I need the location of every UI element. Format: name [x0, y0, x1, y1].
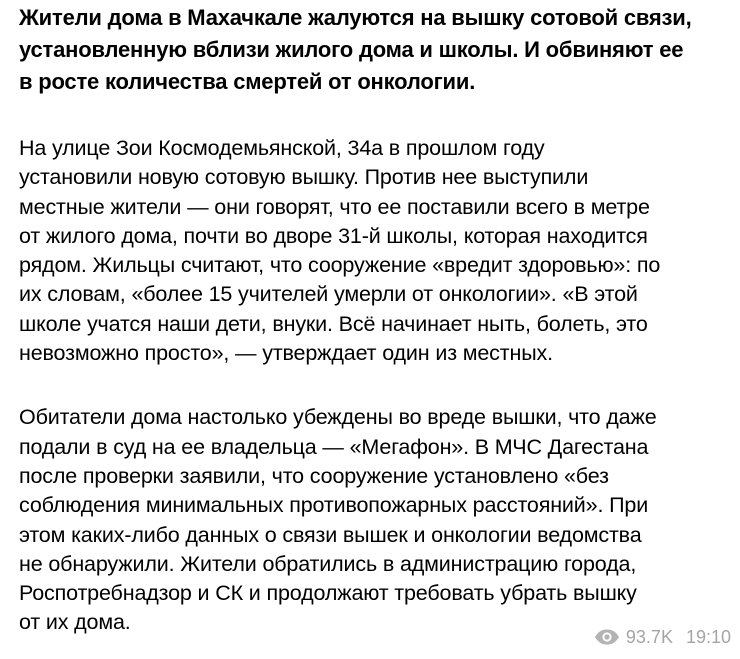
view-count: 93.7K — [625, 627, 673, 647]
post-paragraph: На улице Зои Космодемьянской, 34а в прошлом году установили новую сотовую вышку. Против нее выступили местные жители — они говорят, что ее поставили всего в метре от жилого дома, почти во дворе 31-й школы, которая находится рядом. Жильцы считают, что сооружение «вредит здоровью»: по их словам, «более 15 учителей умерли от онкологии». «В этой школе учатся наши дети, внуки. Всё начинает ныть, болеть, это невозможно просто», — утверждает один из местных. — [19, 136, 661, 366]
post-paragraph: Обитатели дома настолько убеждены во вреде вышки, что даже подали в суд на ее владельца — «Мегафон». В МЧС Дагестана после проверки заявили, что сооружение установлено «без соблюдения минимальных противопожарных расстояний». При этом каких-либо данных о связи вышек и онкологии ведомства не обнаружили. Жители обратились в администрацию города, Роспотребнадзор и СК и продолжают требовать убрать вышку от их дома. — [19, 405, 657, 635]
message-time: 19:10 — [685, 627, 731, 647]
eye-icon — [593, 628, 621, 646]
post-headline: Жители дома в Махачкале жалуются на вышку сотовой связи, установленную вблизи жилого дома и школы. И обвиняют ее в росте количества смертей от онкологии. — [19, 5, 692, 94]
message-meta — [593, 626, 731, 648]
